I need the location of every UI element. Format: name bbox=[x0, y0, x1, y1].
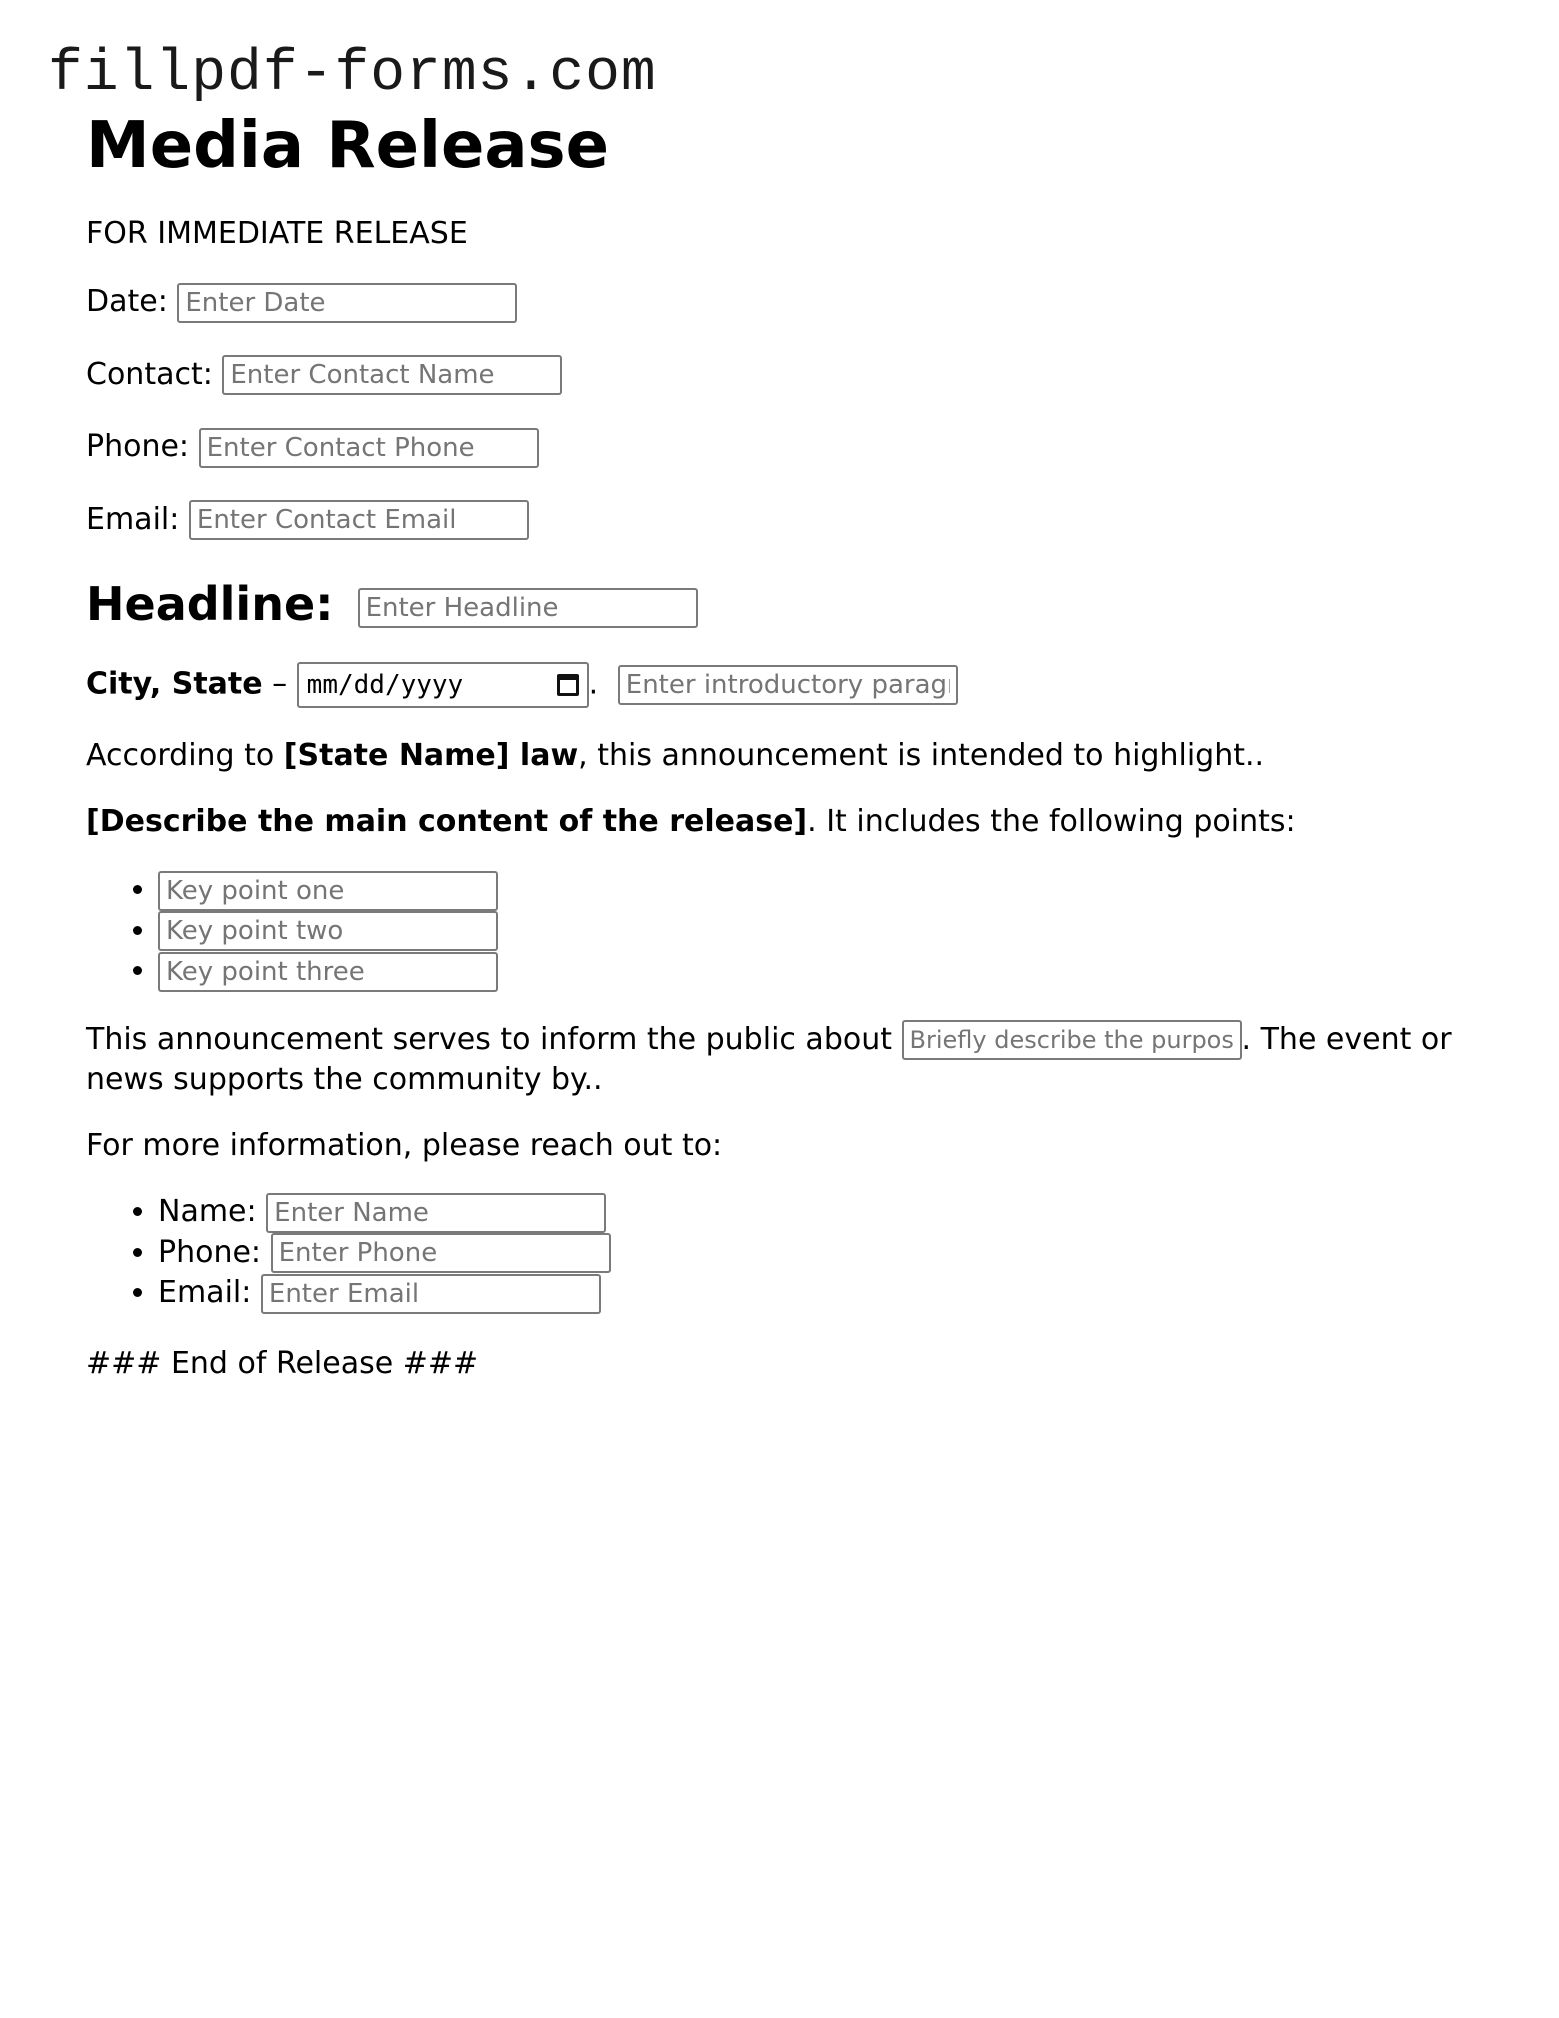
purpose-prefix: This announcement serves to inform the public about bbox=[86, 1021, 902, 1057]
dateline-dash: – bbox=[262, 666, 297, 702]
content-sentence bbox=[86, 802, 1486, 842]
list-item bbox=[158, 911, 1486, 952]
email-input[interactable] bbox=[261, 1274, 601, 1314]
release-notice: FOR IMMEDIATE RELEASE bbox=[86, 216, 468, 251]
headline-label: Headline: bbox=[86, 577, 334, 631]
law-suffix: , this announcement is intended to highlight.. bbox=[578, 738, 1265, 773]
release-date-picker[interactable] bbox=[297, 662, 589, 708]
contact-list-name-label: Name: bbox=[158, 1194, 257, 1229]
dateline-row bbox=[86, 662, 1486, 708]
headline-row bbox=[86, 576, 1486, 632]
more-info-text: For more information, please reach out to: bbox=[86, 1128, 723, 1163]
contact-label: Contact: bbox=[86, 356, 213, 392]
date-label: Date: bbox=[86, 284, 168, 319]
calendar-icon[interactable] bbox=[557, 674, 579, 696]
headline-input[interactable] bbox=[358, 588, 698, 628]
email-label: Email: bbox=[86, 501, 180, 537]
key-point-three-input[interactable] bbox=[158, 952, 498, 992]
contact-name-input[interactable] bbox=[222, 355, 562, 395]
contact-email-input[interactable] bbox=[189, 500, 529, 540]
email-row bbox=[86, 500, 1486, 541]
key-point-one-input[interactable] bbox=[158, 871, 498, 911]
list-item bbox=[158, 870, 1486, 911]
law-emphasis: [State Name] law bbox=[283, 738, 579, 773]
list-item bbox=[158, 1233, 1486, 1274]
contact-phone-input[interactable] bbox=[199, 428, 539, 468]
contact-list-phone-label: Phone: bbox=[158, 1234, 262, 1270]
list-item bbox=[158, 1192, 1486, 1233]
name-input[interactable] bbox=[266, 1193, 606, 1233]
city-state-label: City, State bbox=[86, 666, 263, 702]
date-format-text: mm/dd/yyyy bbox=[306, 670, 464, 700]
content-emphasis: [Describe the main content of the release] bbox=[86, 804, 808, 839]
page-title: Media Release bbox=[86, 109, 610, 183]
law-prefix: According to bbox=[86, 738, 284, 773]
phone-input[interactable] bbox=[271, 1233, 611, 1273]
purpose-continuation: news supports the community by.. bbox=[86, 1062, 603, 1097]
phone-label: Phone: bbox=[86, 429, 190, 464]
contact-row bbox=[86, 355, 1486, 396]
date-row bbox=[86, 282, 1486, 323]
date-input[interactable] bbox=[177, 283, 517, 323]
list-item bbox=[158, 1273, 1486, 1314]
contact-list-email-label: Email: bbox=[158, 1275, 252, 1310]
dateline-period: . bbox=[588, 666, 599, 702]
key-points-list bbox=[86, 870, 1486, 992]
purpose-input[interactable] bbox=[902, 1020, 1242, 1060]
intro-paragraph-input[interactable] bbox=[618, 665, 958, 705]
purpose-suffix: . The event or bbox=[1241, 1021, 1452, 1057]
law-sentence bbox=[86, 736, 1486, 776]
purpose-sentence bbox=[86, 1020, 1486, 1061]
contact-list bbox=[86, 1192, 1486, 1314]
watermark: fillpdf-forms.com bbox=[48, 42, 657, 107]
media-release-form bbox=[86, 109, 1486, 1384]
key-point-two-input[interactable] bbox=[158, 911, 498, 951]
list-item bbox=[158, 951, 1486, 992]
content-suffix: . It includes the following points: bbox=[807, 804, 1296, 839]
phone-row bbox=[86, 427, 1486, 468]
end-marker: ### End of Release ### bbox=[86, 1345, 479, 1381]
